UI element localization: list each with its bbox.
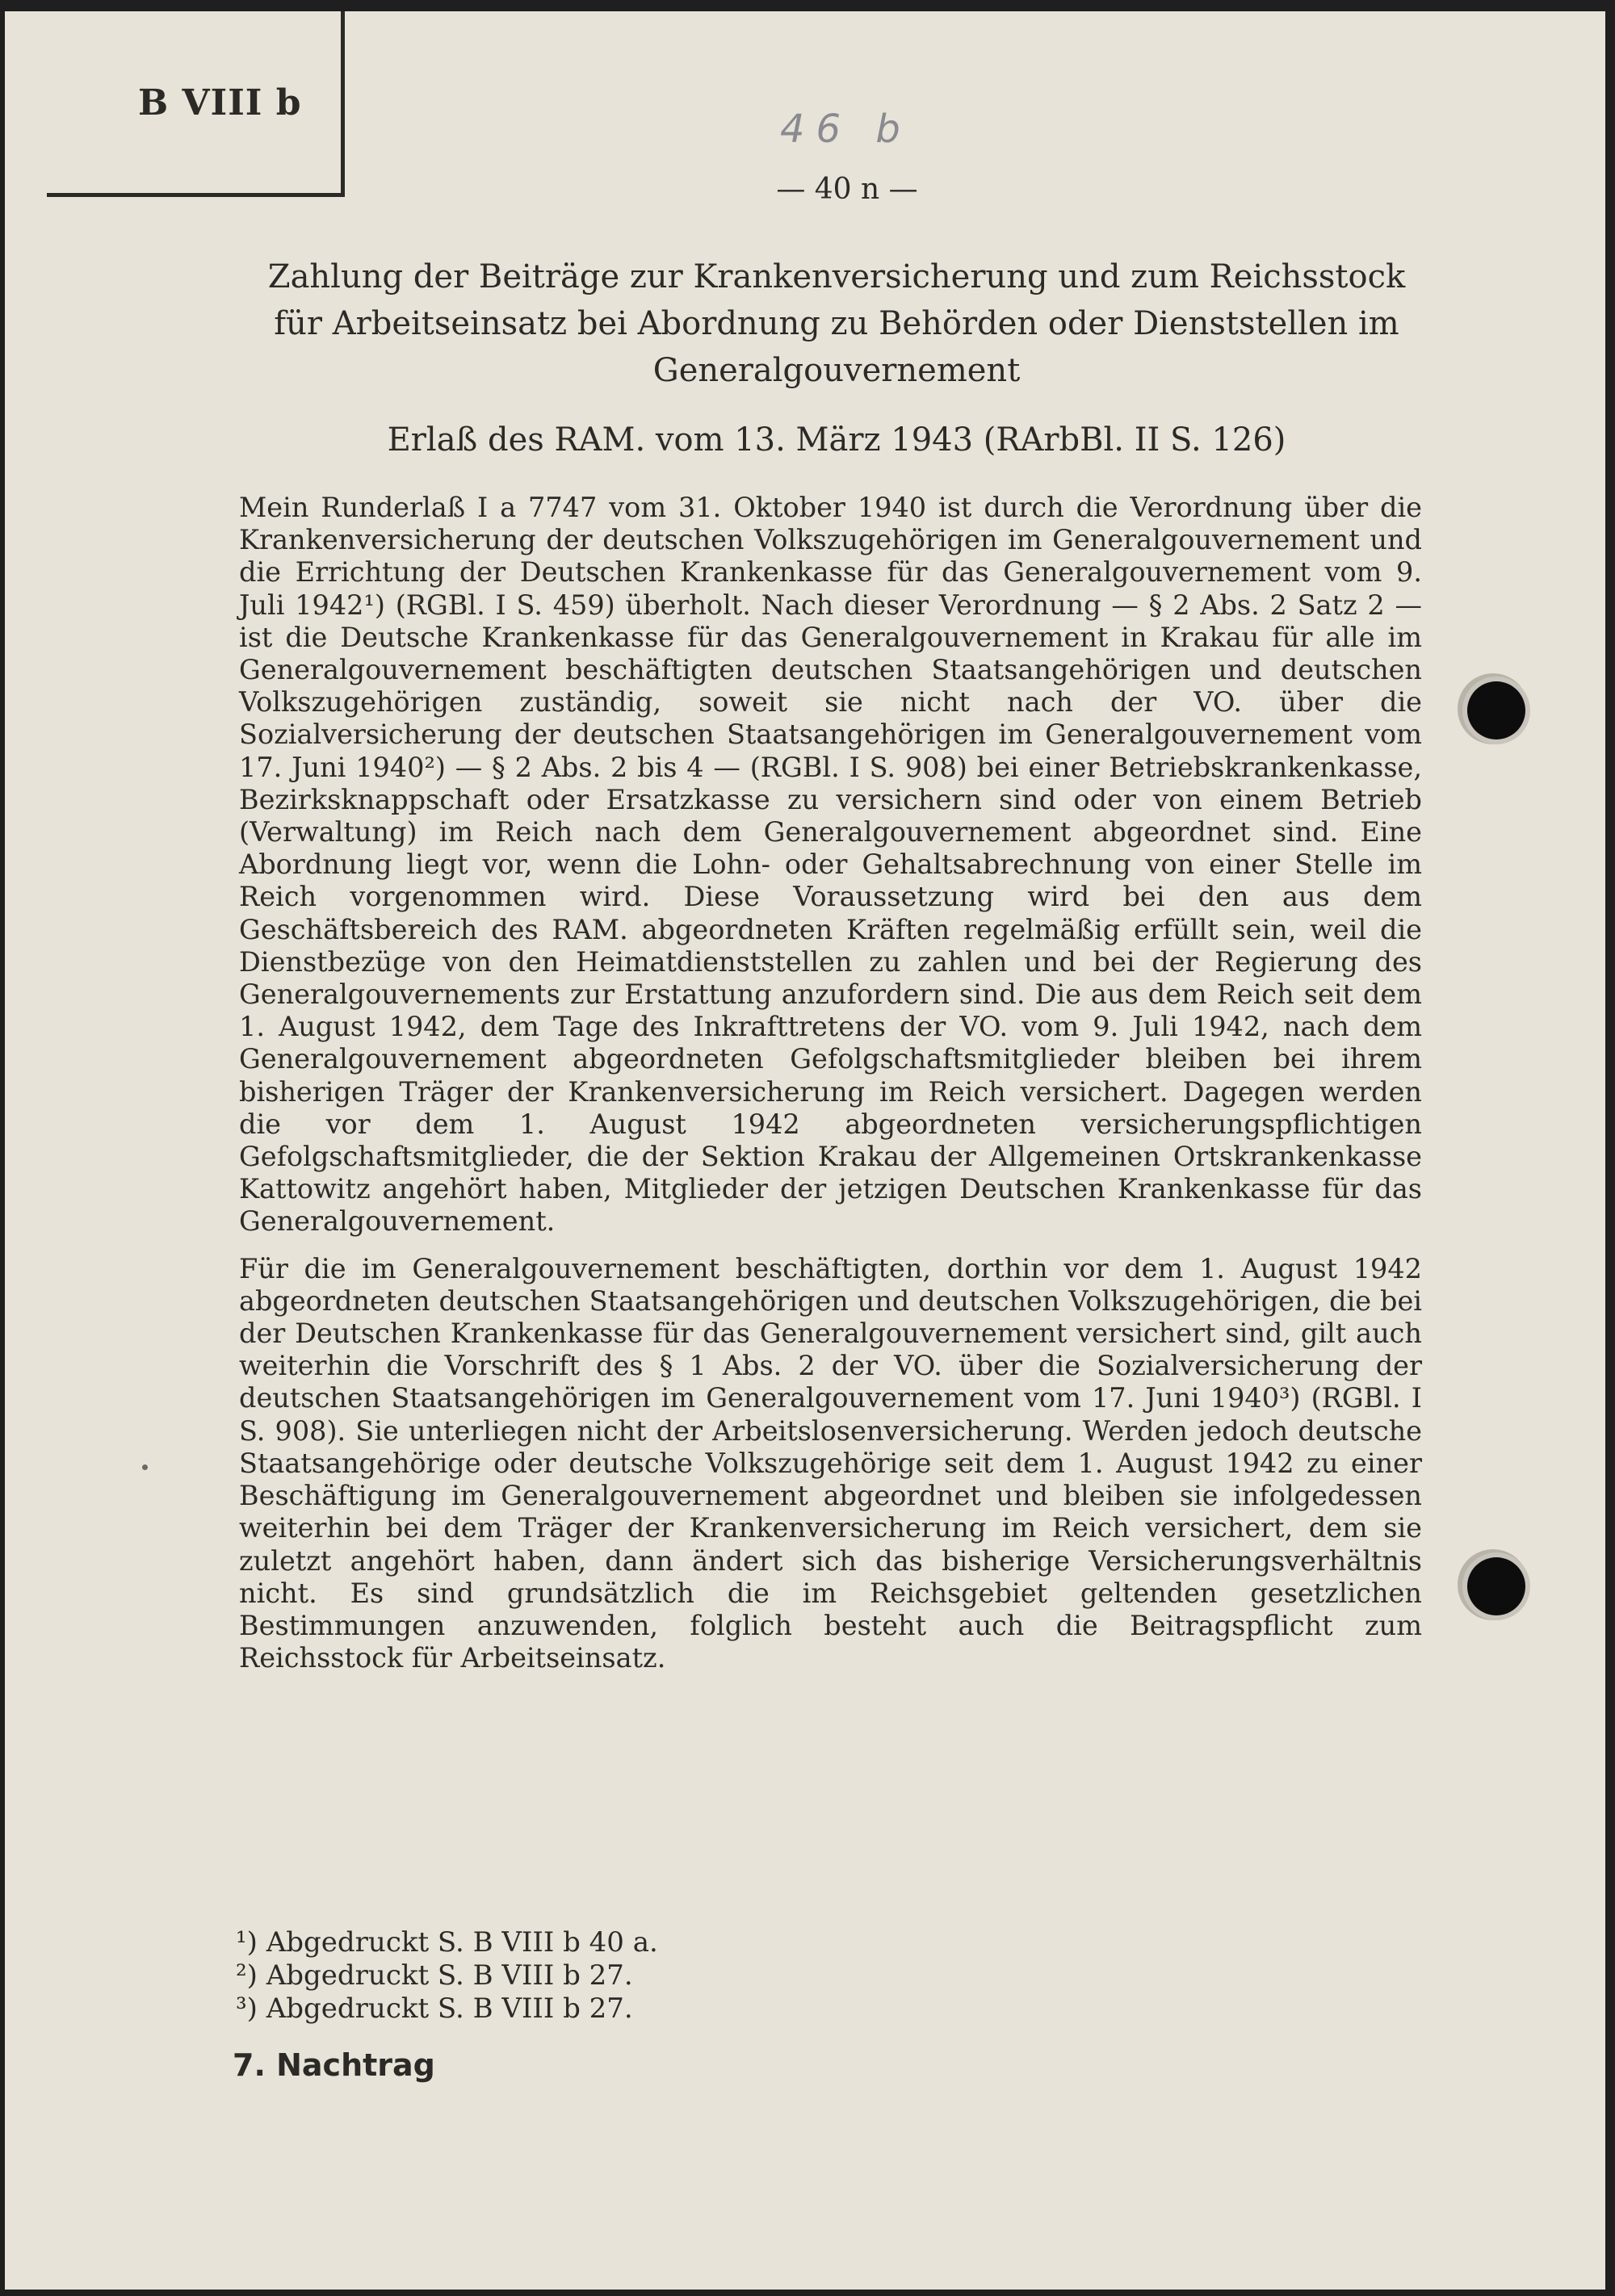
page-number: — 40 n — xyxy=(776,173,918,206)
punch-hole xyxy=(1467,1557,1525,1615)
footnote: ¹) Abgedruckt S. B VIII b 40 a. xyxy=(236,1926,658,1959)
paper-speck xyxy=(142,1464,148,1470)
footnote: ³) Abgedruckt S. B VIII b 27. xyxy=(236,1992,633,2025)
footnotes xyxy=(236,1926,658,2026)
decree-reference: Erlaß des RAM. vom 13. März 1943 (RArbBl. II S. 126) xyxy=(387,421,1286,459)
supplement-label: 7. Nachtrag xyxy=(233,2047,435,2083)
corner-border-vertical xyxy=(341,11,345,197)
body-text xyxy=(239,492,1422,1689)
document-title: Zahlung der Beiträge zur Krankenversicherung und zum Reichsstock für Arbeitseinsatz bei Abordnung zu Behörden oder Dienststellen im Generalgouvernement xyxy=(267,258,1406,389)
paragraph: Für die im Generalgouvernement beschäftigten, dorthin vor dem 1. August 1942 abgeordneten deutschen Staatsangehörigen und deutschen Volkszugehörigen, die bei der Deutschen Krankenkasse für das Generalgouvernement versichert sind, gilt auch weiterhin die Vorschrift des § 1 Abs. 2 der VO. über die Sozialversicherung der deutschen Staatsangehörigen im Generalgouvernement vom 17. Juni 1940³) (RGBl. I S. 908). Sie unterliegen nicht der Arbeitslosenversicherung. Werden jedoch deutsche Staatsangehörige oder deutsche Volkszugehörige seit dem 1. August 1942 zu einer Beschäftigung im Generalgouvernement abgeordnet und bleiben sie infolgedessen weiterhin bei dem Träger der Krankenversicherung im Reich versichert, dem sie zuletzt angehört haben, dann ändert sich das bisherige Versicherungsverhältnis nicht. Es sind grundsätzlich die im Reichsgebiet geltenden gesetzlichen Bestimmungen anzuwenden, folglich besteht auch die Beitragspflicht zum Reichsstock für Arbeitseinsatz. xyxy=(239,1252,1422,1674)
punch-hole xyxy=(1467,681,1525,739)
handwritten-page-number: 46 b xyxy=(780,107,912,152)
document-page xyxy=(5,11,1605,2290)
paragraph: Mein Runderlaß I a 7747 vom 31. Oktober 1940 ist durch die Verordnung über die Krankenversicherung der deutschen Volkszugehörigen im Generalgouvernement und die Errichtung der Deutschen Krankenkasse für das Generalgouvernement vom 9. Juli 1942¹) (RGBl. I S. 459) überholt. Nach dieser Verordnung — § 2 Abs. 2 Satz 2 — ist die Deutsche Krankenkasse für das Generalgouvernement in Krakau für alle im Generalgouvernement beschäftigten deutschen Staatsangehörigen und deutschen Volkszugehörigen zuständig, soweit sie nicht nach der VO. über die Sozialversicherung der deutschen Staatsangehörigen im Generalgouvernement vom 17. Juni 1940²) — § 2 Abs. 2 bis 4 — (RGBl. I S. 908) bei einer Betriebskrankenkasse, Bezirksknappschaft oder Ersatzkasse zu versichern sind oder von einem Betrieb (Verwaltung) im Reich nach dem Generalgouvernement abgeordnet sind. Eine Abordnung liegt vor, wenn die Lohn- oder Gehaltsabrechnung von einer Stelle im Reich vorgenommen wird. Diese Voraussetzung wird bei den aus dem Geschäftsbereich des RAM. abgeordneten Kräften regelmäßig erfüllt sein, weil die Dienstbezüge von den Heimatdienststellen zu zahlen und bei der Regierung des Generalgouvernements zur Erstattung anzufordern sind. Die aus dem Reich seit dem 1. August 1942, dem Tage des Inkrafttretens der VO. vom 9. Juli 1942, nach dem Generalgouvernement abgeordneten Gefolgschaftsmitglieder bleiben bei ihrem bisherigen Träger der Krankenversicherung im Reich versichert. Dagegen werden die vor dem 1. August 1942 abgeordneten versicherungspflichtigen Gefolgschaftsmitglieder, die der Sektion Krakau der Allgemeinen Ortskrankenkasse Kattowitz angehört haben, Mitglieder der jetzigen Deutschen Krankenkasse für das Generalgouvernement. xyxy=(239,492,1422,1238)
section-code: B VIII b xyxy=(138,82,302,124)
footnote: ²) Abgedruckt S. B VIII b 27. xyxy=(236,1959,633,1992)
